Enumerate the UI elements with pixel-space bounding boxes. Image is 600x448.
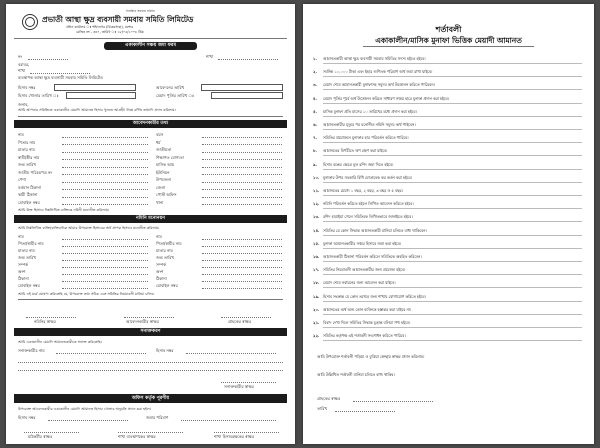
nominee-intro: আমি নিম্নলিখিত ব্যক্তি/ব্যক্তিবর্গকে আমার উপরোক্ত হিসাবের অর্থ প্রাপক হিসাবে মনোনীত করিলাম। [18,226,160,230]
term-line [323,89,582,90]
nominee-field-input[interactable] [202,281,282,282]
nominee-field-input[interactable] [62,260,148,261]
date-label-terms: তারিখ [317,406,328,411]
nominee-field-input[interactable] [62,267,148,268]
applicant-field-input[interactable] [62,144,148,145]
declaration-underline [18,299,283,300]
nominee-field-label: মোবাইল নম্বর [18,283,40,288]
term-line [323,235,582,236]
nominee-field-input[interactable] [62,246,148,247]
term-text: মেয়াদ শেষে নবায়নের জন্য আবেদন করা যাইবে। [323,280,396,286]
applicant-field-input[interactable] [62,137,148,138]
nominee-field-label: অংশ [156,269,164,274]
nominee-field-label: জন্ম তারিখ [18,255,37,260]
office-label: শাখা [206,54,214,59]
identifier-signature-line[interactable] [221,382,276,383]
applicant-field-input[interactable] [202,167,282,168]
term-number: ২০. [313,306,320,312]
term-line [323,248,582,249]
identification-section-header: সনাক্তকরণ [14,328,287,336]
applicant-field-label: শিক্ষাগত যোগ্যতা [156,154,184,160]
applicant-field-label: নাম [18,132,24,137]
applicant-field-label: জাতীয় পরিচয়পত্র নং [18,169,53,175]
branch-accountant-signature-line[interactable] [214,432,279,433]
applicant-field-input[interactable] [202,189,282,190]
applicant-field-label: স্থায়ী ঠিকানা [18,192,38,197]
term-line [323,103,582,104]
applicant-field-input[interactable] [202,152,282,153]
nominee-field-label: সম্পর্ক [18,262,29,267]
identifier-name-label: সনাক্তকারীর নাম [18,348,45,353]
header-divider [14,38,287,39]
term-text: আমানতকারী ঠিকানা পরিবর্তন করিলে সমিতিকে অবহিত করিবেন। [323,254,422,259]
office-amount-label: জমার পরিমাণ [146,415,169,420]
term-line [323,340,582,341]
terms-page [303,4,594,444]
org-registration: রেজিঃ নং - ৩৪৭, তারিখ ঃ ১৮/০৫/২০০৮ খ্রিঃ [76,30,144,34]
applicant-field-input[interactable] [62,197,148,198]
customer-signature-label: গ্রাহকের স্বাক্ষর [228,319,252,324]
nominee-field-input[interactable] [62,239,148,240]
term-number: ৪. [313,95,317,101]
field-officer-signature-label: মাঠকর্মীর স্বাক্ষর [28,434,53,439]
term-number: ১৫. [313,240,320,246]
form-title: একাকালীন সঞ্চয় জমা ফরম [104,42,197,50]
term-text: হিসাব বন্ধের ক্ষেত্রে মূল রশিদ জমা দিতে হইবে। [323,161,394,167]
office-account-label: হিসাব নম্বর [18,415,36,420]
applicant-field-input[interactable] [62,204,148,205]
term-number: ১৯. [313,293,320,299]
term-line [323,208,582,209]
customer-signature-label-terms: গ্রাহকের স্বাক্ষর [317,396,341,401]
term-text: মুনাফা আমানতকারীর সঞ্চয় হিসাবে জমা করা হইবে। [323,240,402,246]
identification-extra-line[interactable] [18,362,283,363]
nominee-field-label: পিতা/স্বামীর নাম [18,241,44,246]
term-number: ১০. [313,174,320,180]
customer-signature-line-terms[interactable] [353,401,433,402]
branch-label: শাখা [18,68,26,73]
applicant-field-label: জেলা [156,184,166,190]
account-number-label: হিসাব নম্বর [18,85,36,90]
nominee-signature-line[interactable] [26,317,76,318]
term-text: বিবাদ দেখা দিলে সমিতির সিদ্ধান্ত চূড়ান্ত বলিয়া গণ্য হইবে। [323,320,411,325]
identifier-name-field[interactable] [56,353,146,354]
term-text: আমানতকারী আস্থা ক্ষুদ্র ব্যবসায়ী সমবায় সমিতির সদস্য হইতে হইবে। [323,56,426,61]
term-line [323,76,582,77]
maturity-date-field[interactable] [211,92,283,99]
term-number: ১৮. [313,280,320,286]
term-line [323,274,582,275]
salutation: জনাব, [18,102,29,107]
term-text: আমানতের বিপরীতে ঋণ গ্রহণ করা যাইবে। [323,148,388,154]
identifier-signature-label: সনাক্তকারীর স্বাক্ষর [224,384,254,389]
terms-subheading: একাকালীন/মাসিক মুনাফা ভিত্তিক মেয়াদী আমানত [375,36,522,45]
branch-field[interactable] [30,73,90,74]
applicant-field-label: পোস্ট অফিস [156,192,177,197]
applicant-field-label: বর্তমান ঠিকানা [18,184,42,190]
applicant-field-input[interactable] [62,182,148,183]
term-text: আমানতের মেয়াদ ১ বছর, ২ বছর, ৩ বছর ও ৫ বছর। [323,188,403,193]
term-number: ৬. [313,122,317,127]
nominee-field-input[interactable] [202,239,282,240]
nominee-field-label: মোবাইল নম্বর [156,283,178,288]
term-line [323,261,582,262]
nominee-field-input[interactable] [202,274,282,275]
term-number: ২২. [313,333,320,339]
term-line [323,287,582,288]
term-line [323,142,582,143]
term-line [323,63,582,64]
applicant-field-label: পেশা [18,177,26,182]
term-line [323,301,582,302]
nominee-field-label: ঠিকানা [156,276,167,281]
term-text: মেয়াদ পূর্তির পূর্বে অর্থ উত্তোলন করিলে সাধারণ সঞ্চয় হারে মুনাফা প্রদান করা হইবে। [323,95,449,101]
term-text: মুনাফার উপর সরকারি বিধি মোতাবেক কর কর্তন করা হইবে। [323,174,412,180]
term-line [323,155,582,156]
term-number: ৮. [313,148,317,154]
term-text: সমিতির কর্তৃপক্ষ এই শর্তাবলী সংশোধন করিতে পারিবে। [323,333,406,339]
applicant-field-label: জাতীয়তা [156,147,172,152]
identifier-account-label: হিসাব নম্বর [156,348,174,353]
account-number-field[interactable] [54,84,136,91]
term-line [323,195,582,196]
term-line [323,169,582,170]
identification-extra-line-2[interactable] [18,370,283,371]
term-number: ১৭. [313,267,320,273]
term-text: হিসাব সংক্রান্ত যে কোন তথ্যের জন্য শাখায় যোগাযোগ করিতে হইবে। [323,293,426,299]
applicant-section-header: আবেদনকারীর তথ্য [14,120,287,128]
term-number: ৩. [313,82,317,88]
term-line [323,116,582,117]
field-officer-signature-line[interactable] [24,432,79,433]
serial-no-field[interactable] [28,59,68,60]
nominee-field-input[interactable] [62,274,148,275]
term-number: ২. [313,69,317,75]
nominee-field-input[interactable] [62,281,148,282]
term-number: ১. [313,56,317,61]
applicant-signature-line[interactable] [124,317,174,318]
applicant-field-label: ধর্ম [156,139,161,145]
office-account-field[interactable] [48,420,128,421]
applicant-field-label: উপজেলা [156,177,172,182]
serial-no-label: নং [18,54,23,59]
applicant-field-label: জন্ম তারিখ [18,162,37,167]
application-date-field[interactable] [201,84,283,91]
applicant-field-input[interactable] [62,189,148,190]
maturity-date-label: মেয়াদ পূর্তির তারিখ ঃ [156,93,195,98]
term-text: মাসিক মুনাফা প্রতি মাসের ১০ তারিখের মধ্যে প্রদান করা হইবে। [323,108,417,114]
nominee-field-input[interactable] [202,246,282,247]
applicant-field-input[interactable] [62,152,148,153]
applicant-field-input[interactable] [202,159,282,160]
term-line [323,314,582,315]
applicant-field-label: স্বামী/স্ত্রীর নাম [18,154,40,160]
nominee-field-input[interactable] [202,288,282,289]
term-text: সমিতির যে কোন সিদ্ধান্ত আমানতকারী মানিয়া চলিতে বাধ্য থাকিবেন। [323,227,427,233]
nominee-field-input[interactable] [202,260,282,261]
term-line [323,221,582,222]
office-approval-text: উপরোক্ত আবেদনকারীর একাকালীন মেয়াদি আমানত হিসাব খোলার অনুমতি প্রদান করা হইল। [18,407,151,411]
applicant-field-input[interactable] [202,197,282,198]
term-number: ১৩. [313,214,320,220]
term-text: রশিদ হারাইয়া গেলে সমিতিকে লিখিতভাবে জানাইতে হইবে। [323,214,413,220]
nominee-field-input[interactable] [62,288,148,289]
identifier-account-field[interactable] [186,353,276,354]
term-text: সমিতির প্রয়োজনে মুনাফার হার পরিবর্তন করিতে পারিবে। [323,135,409,141]
heading-underline [363,46,534,47]
applicant-field-input[interactable] [62,174,148,175]
applicant-field-label: মাসিক আয় [156,162,175,167]
nominee-signature-label: নমিনির স্বাক্ষর [34,319,56,324]
nominee-field-label: অংশ [18,269,26,274]
intro-text: আমি আপনার সমিতিতে একাকালীন মেয়াদি আমানত হিসাব খুলতে আগ্রহী। নিম্নে বর্ণিত তথ্যাদি প্রদান করিলাম। [18,108,176,112]
org-address: প্রধান কার্যালয় ঃ শহিদনগর (ঝিকরগাছা), যশোর [66,25,134,29]
term-text: সমিতির নিয়মাবলী আমানতকারীর জন্য প্রযোজ্য হইবে। [323,267,406,273]
application-form-page [6,4,295,444]
term-number: ১২. [313,201,320,207]
intro-underline [18,116,283,117]
term-line [323,129,582,130]
closing-statement-2: আমি উল্লিখিত শর্তাবলী মানিয়া চলিতে বাধ্য থাকিব। [317,372,395,377]
applicant-field-label: ইউনিয়ন [156,169,170,175]
term-number: ৯. [313,161,317,167]
terms-heading: শর্তাবলী [435,25,462,34]
nominee-note: আমি উক্ত হিসাবে নিম্নলিখিত ব্যক্তিকে নমিনী মনোনীত করিলাম। [18,208,110,212]
term-number: ১৬. [313,254,320,259]
nominee-field-label: মাতার নাম [18,248,35,253]
org-logo-inner [25,17,35,27]
applicant-field-input[interactable] [62,167,148,168]
term-number: ১৪. [313,227,320,233]
term-text: আমানতকারীর মৃত্যুর পর মনোনীত নমিনি সমুদয় অর্থ পাইবেন। [323,122,416,127]
term-text: নমিনি পরিবর্তন করিতে হইলে লিখিত আবেদন করিতে হইবে। [323,201,414,207]
declaration-text: আমি এই মর্মে ঘোষণা করিতেছি যে, উপরোক্ত তথ্য সঠিক এবং সমিতির নিয়মাবলী মানিয়া চলিব। [18,292,155,296]
open-date-label: হিসাব খোলার তারিখ ঃ [18,93,59,98]
nominee-field-input[interactable] [62,253,148,254]
nominee-field-label: ঠিকানা [18,276,29,281]
applicant-field-input[interactable] [202,144,282,145]
term-text: আমানতের অর্থ অন্য কোন ব্যক্তিকে হস্তান্তর করা যাইবে না। [323,306,412,312]
to-label: বরাবর, [18,62,30,67]
nominee-field-input[interactable] [202,267,282,268]
customer-signature-line[interactable] [221,317,271,318]
applicant-field-label: মাতার নাম [18,147,35,152]
applicant-field-label: বয়স [156,132,164,137]
applicant-signature-label: আবেদনকারীর স্বাক্ষর [126,319,159,324]
applicant-field-input[interactable] [202,174,282,175]
term-number: ৭. [313,135,317,141]
term-line [323,327,582,328]
date-field-terms[interactable] [335,411,395,412]
applicant-field-input[interactable] [62,159,148,160]
applicant-field-input[interactable] [202,204,282,205]
nominee-field-label: মাতার নাম [156,248,173,253]
branch-manager-signature-line[interactable] [118,432,183,433]
nominee-section-header: নমিনি মনোনয়ন [14,215,287,223]
office-field[interactable] [218,59,278,60]
nominee-field-label: জন্ম তারিখ [156,255,175,260]
term-text: মেয়াদ শেষে আমানতকারী মুনাফাসহ সমুদয় অর্থ উত্তোলন করিতে পারিবেন। [323,82,435,88]
term-number: ২১. [313,320,320,325]
closing-statement-1: আমি উপরোক্ত শর্তাবলী পড়িয়া ও বুঝিয়া স্বেচ্ছায় স্বাক্ষর প্রদান করিলাম। [317,354,425,359]
applicant-field-label: মোবাইল নম্বর [18,199,40,205]
term-text: সর্বনিম্ন ১০,০০০ টাকা এবং ইহার গুণিতক পরিমাণ অর্থ জমা রাখা যাইবে। [323,69,433,75]
nominee-field-label: পিতা/স্বামীর নাম [156,241,182,246]
org-name: প্রভাতী আস্থা ক্ষুদ্র ব্যবসায়ী সমবায় সমিতি লিমিটেড [42,15,194,24]
applicant-field-label: পিতার নাম [18,139,36,145]
registration-line: নিবন্ধিত সমবায় সমিতি [126,9,155,13]
applicant-field-input[interactable] [202,182,282,183]
applicant-field-input[interactable] [202,137,282,138]
applicant-field-label: থানা [156,199,164,205]
term-line [323,182,582,183]
office-use-section-header: অফিস কর্তৃক পূরণীয় [14,394,287,403]
term-number: ১১. [313,188,320,193]
open-date-field[interactable] [66,92,136,99]
addressee: ব্যবস্থাপক আস্থা ক্ষুদ্র ব্যবসায়ী সমবায় সমিতি লিমিটেড [18,75,103,80]
nominee-field-label: সম্পর্ক [156,262,167,267]
nominee-field-label: নাম [18,234,24,239]
office-amount-field[interactable] [181,420,276,421]
nominee-field-label: নাম [156,234,162,239]
branch-accountant-signature-label: শাখা হিসাবরক্ষকের স্বাক্ষর [214,434,255,439]
application-date-label: আবেদনের তারিখ [156,85,185,90]
term-number: ৫. [313,108,317,114]
branch-manager-signature-label: শাখা ব্যবস্থাপকের স্বাক্ষর [118,434,156,439]
identification-text: আমি একাকালীন মেয়াদি আমানতকারীকে সনাক্ত করিতেছি। [18,340,102,344]
nominee-field-input[interactable] [202,253,282,254]
